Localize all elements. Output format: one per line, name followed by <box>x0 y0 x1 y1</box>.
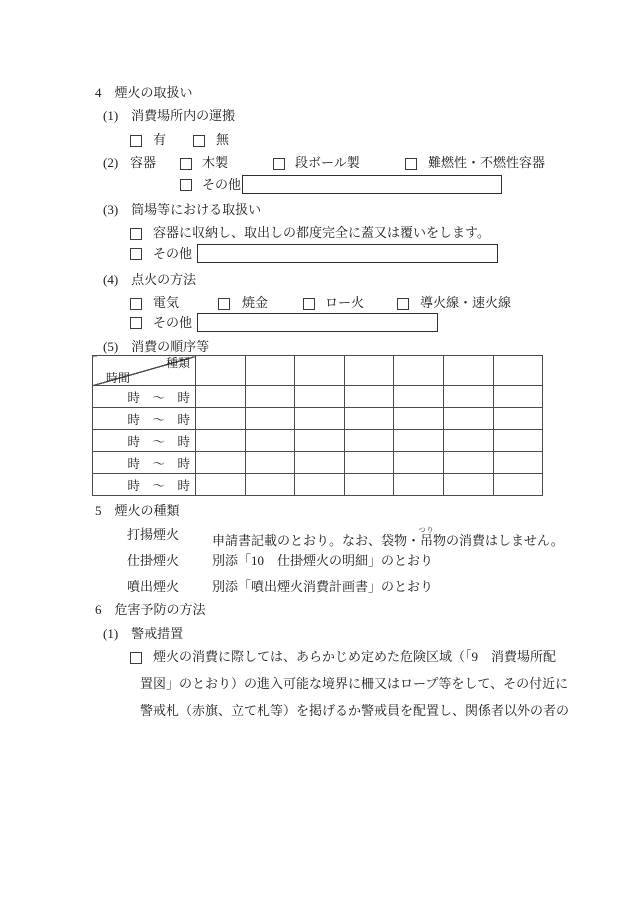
tsutsuba-sonota-input[interactable] <box>197 244 498 263</box>
table-cell <box>344 386 394 408</box>
table-cell <box>245 474 295 496</box>
label-tenka-yakigane: 焼金 <box>242 295 269 310</box>
table-cell <box>493 474 543 496</box>
table-cell <box>443 430 493 452</box>
ruby-tsuri <box>418 526 435 548</box>
table-cell <box>196 430 246 452</box>
checkbox-yoki-mokusei[interactable] <box>180 158 192 170</box>
uchiage-row <box>0 526 630 548</box>
shikake-desc: 別添「10 仕掛煙火の明細」のとおり <box>212 553 434 568</box>
table-row <box>93 474 543 496</box>
table-cell <box>196 408 246 430</box>
table-cell <box>394 474 444 496</box>
table-cell <box>493 386 543 408</box>
table-cell <box>196 452 246 474</box>
checkbox-tsutsuba-shunou[interactable] <box>130 228 142 240</box>
funshutsu-row <box>0 578 630 596</box>
item4-4-options-row <box>0 294 630 312</box>
table-corner-cell <box>93 356 196 386</box>
label-unpan-ari: 有 <box>153 132 167 147</box>
checkbox-tenka-sonota[interactable] <box>130 317 142 329</box>
table-cell <box>295 386 345 408</box>
item4-1-options-row <box>0 131 630 149</box>
label-yoki-sonota: その他 <box>202 177 242 192</box>
uchiage-desc-post: 物の消費はしません。 <box>433 533 564 548</box>
item6-1-row <box>0 625 630 643</box>
label-unpan-nashi: 無 <box>216 132 230 147</box>
funshutsu-label: 噴出煙火 <box>127 579 180 594</box>
table-cell <box>295 408 345 430</box>
label-tenka-dokasen: 導火線・速火線 <box>420 295 512 310</box>
item4-3-heading: (3) 筒場等における取扱い <box>103 202 262 217</box>
item6-1-heading: (1) 警戒措置 <box>103 626 184 641</box>
corner-label-type: 種類 <box>165 356 190 370</box>
section5-row <box>0 502 630 520</box>
time-range-cell: 時 ～ 時 <box>93 474 196 496</box>
item4-1-row <box>0 107 630 125</box>
table-cell <box>394 386 444 408</box>
table-cell <box>196 386 246 408</box>
checkbox-tsutsuba-sonota[interactable] <box>130 248 142 260</box>
funshutsu-desc: 別添「噴出煙火消費計画書」のとおり <box>212 579 434 594</box>
table-row <box>93 386 543 408</box>
section4-heading: 4 煙火の取扱い <box>95 85 193 100</box>
section4-row <box>0 84 630 102</box>
table-cell <box>394 408 444 430</box>
checkbox-tenka-dokasen[interactable] <box>397 298 409 310</box>
table-cell <box>344 356 394 386</box>
ruby-text: つり <box>418 526 435 534</box>
checkbox-unpan-ari[interactable] <box>130 135 142 147</box>
checkbox-yoki-nannensei[interactable] <box>405 158 417 170</box>
consumption-schedule-table <box>92 355 543 496</box>
table-cell <box>245 386 295 408</box>
table-cell <box>196 356 246 386</box>
table-cell <box>295 430 345 452</box>
item4-2-row <box>0 154 630 172</box>
table-cell <box>443 386 493 408</box>
item4-2-other-row <box>0 174 630 195</box>
corner-label-time: 時間 <box>106 371 131 385</box>
shikake-label: 仕掛煙火 <box>127 553 180 568</box>
table-cell <box>344 430 394 452</box>
time-range-cell: 時 ～ 時 <box>93 452 196 474</box>
table-cell <box>394 430 444 452</box>
table-cell <box>443 474 493 496</box>
item4-1-heading: (1) 消費場所内の運搬 <box>103 108 236 123</box>
item4-3-other-row <box>0 243 630 264</box>
table-cell <box>443 356 493 386</box>
time-range-cell: 時 ～ 時 <box>93 386 196 408</box>
table-cell <box>493 452 543 474</box>
table-cell <box>245 430 295 452</box>
checkbox-yoki-sonota[interactable] <box>180 179 192 191</box>
item4-3-row <box>0 201 630 219</box>
keikai-text-line1: 煙火の消費に際しては、あらかじめ定めた危険区域（「9 消費場所配 <box>153 649 557 664</box>
checkbox-unpan-nashi[interactable] <box>193 135 205 147</box>
checkbox-keikai-sochi[interactable] <box>130 652 142 664</box>
item4-5-heading: (5) 消費の順序等 <box>103 339 210 354</box>
table-cell <box>443 408 493 430</box>
table-cell <box>245 452 295 474</box>
shikake-row <box>0 552 630 570</box>
table-cell <box>493 356 543 386</box>
item4-4-row <box>0 271 630 289</box>
ruby-base: 吊 <box>418 533 435 548</box>
label-yoki-nannensei: 難燃性・不燃性容器 <box>428 155 546 170</box>
label-tenka-sonota: その他 <box>153 315 193 330</box>
uchiage-desc <box>212 526 564 550</box>
table-cell <box>394 356 444 386</box>
table-cell <box>245 356 295 386</box>
checkbox-tenka-yakigane[interactable] <box>218 298 230 310</box>
keikai-para-line1 <box>0 648 630 666</box>
table-row <box>93 430 543 452</box>
table-header-row <box>93 356 543 386</box>
section5-heading: 5 煙火の種類 <box>95 503 180 518</box>
label-tenka-denki: 電気 <box>153 295 180 310</box>
item4-4-heading: (4) 点火の方法 <box>103 272 197 287</box>
uchiage-desc-pre: 申請書記載のとおり。なお、袋物・ <box>212 533 421 548</box>
keikai-para-line3 <box>0 702 630 720</box>
item4-3-option-row <box>0 224 630 242</box>
label-tenka-robi: ロー火 <box>325 295 365 310</box>
table-cell <box>493 408 543 430</box>
checkbox-tenka-robi[interactable] <box>303 298 315 310</box>
uchiage-label: 打揚煙火 <box>127 527 180 542</box>
keikai-para-line2 <box>0 675 630 693</box>
item4-2-label: 容器 <box>130 155 157 170</box>
table-row <box>93 452 543 474</box>
table-cell <box>295 356 345 386</box>
table-cell <box>394 452 444 474</box>
time-range-cell: 時 ～ 時 <box>93 430 196 452</box>
section6-heading: 6 危害予防の方法 <box>95 602 206 617</box>
label-tsutsuba-shunou: 容器に収納し、取出しの都度完全に蓋又は覆いをします。 <box>153 225 490 240</box>
table-cell <box>344 408 394 430</box>
label-yoki-mokusei: 木製 <box>202 155 229 170</box>
table-cell <box>344 452 394 474</box>
time-range-cell: 時 ～ 時 <box>93 408 196 430</box>
table-cell <box>295 474 345 496</box>
table-cell <box>493 430 543 452</box>
table-cell <box>295 452 345 474</box>
keikai-text-line3: 警戒札（赤旗、立て札等）を掲げるか警戒員を配置し、関係者以外の者の <box>140 703 570 718</box>
table-cell <box>344 474 394 496</box>
item4-5-row <box>0 338 630 356</box>
label-tsutsuba-sonota: その他 <box>153 246 193 261</box>
item4-4-other-row <box>0 312 630 333</box>
tenka-sonota-input[interactable] <box>197 313 438 332</box>
yoki-sonota-input[interactable] <box>242 175 502 194</box>
label-yoki-danboru: 段ボール製 <box>295 155 360 170</box>
section6-row <box>0 601 630 619</box>
checkbox-yoki-danboru[interactable] <box>273 158 285 170</box>
keikai-text-line2: 置図」のとおり）の進入可能な境界に柵又はロープ等をして、その付近に <box>140 676 569 691</box>
table-cell <box>196 474 246 496</box>
table-row <box>93 408 543 430</box>
table-cell <box>245 408 295 430</box>
table-cell <box>443 452 493 474</box>
checkbox-tenka-denki[interactable] <box>130 298 142 310</box>
item4-2-number: (2) <box>103 155 119 170</box>
